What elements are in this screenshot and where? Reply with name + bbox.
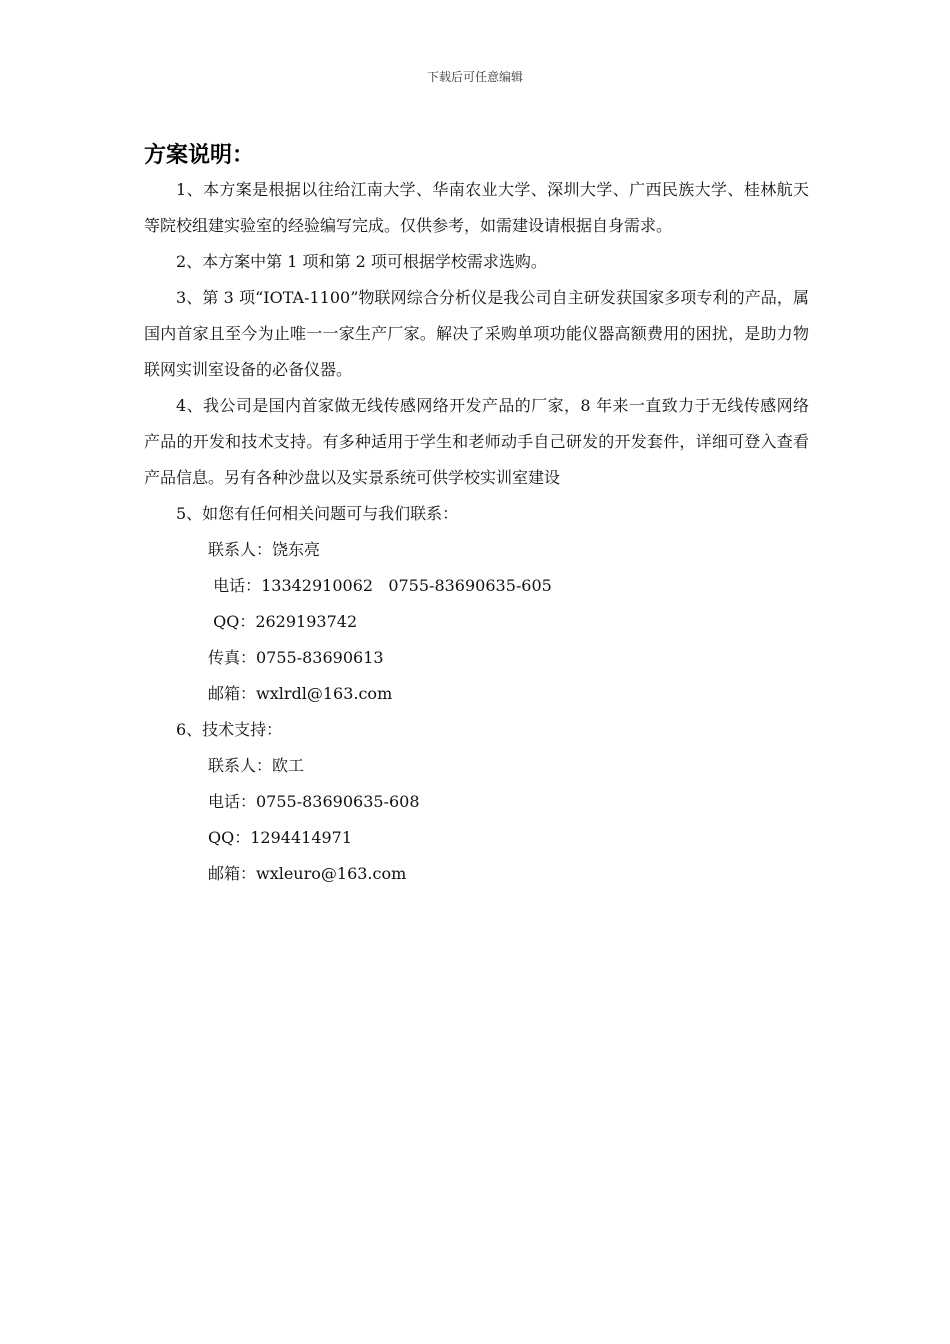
tech-contact-block [144,748,809,892]
document-body [144,172,809,892]
paragraph-6: 6、技术支持： [176,720,283,739]
tech-contact-person: 联系人：欧工 [208,756,305,775]
paragraph-4: 4、我公司是国内首家做无线传感网络开发产品的厂家，8 年来一直致力于无线传感网络产品的开发和技术支持。有多种适用于学生和老师动手自己研发的开发套件，详细可登入查看产品信息。另有各种沙盘以及实景系统可供学校实训室建设 [144,396,809,487]
header-note: 下载后可任意编辑 [426,70,523,84]
tech-contact-email: 邮箱：wxleuro@163.com [208,864,407,883]
sales-contact-qq: QQ：2629193742 [208,612,358,631]
tech-contact-phone: 电话：0755-83690635-608 [208,792,420,811]
sales-contact-phone: 电话：13342910062 0755-83690635-605 [208,576,552,595]
paragraph-5: 5、如您有任何相关问题可与我们联系： [176,504,459,523]
sales-contact-block [144,532,809,712]
sales-contact-person: 联系人：饶东亮 [208,540,321,559]
tech-contact-qq: QQ：1294414971 [208,828,353,847]
sales-contact-fax: 传真：0755-83690613 [208,648,384,667]
paragraph-3: 3、第 3 项“IOTA-1100”物联网综合分析仪是我公司自主研发获国家多项专利的产品，属国内首家且至今为止唯一一家生产厂家。解决了采购单项功能仪器高额费用的困扰，是助力物联网实训室设备的必备仪器。 [144,288,809,379]
sales-contact-email: 邮箱：wxlrdl@163.com [208,684,393,703]
paragraph-1: 1、本方案是根据以往给江南大学、华南农业大学、深圳大学、广西民族大学、桂林航天等院校组建实验室的经验编写完成。仅供参考，如需建设请根据自身需求。 [144,180,809,235]
paragraph-2: 2、本方案中第 1 项和第 2 项可根据学校需求选购。 [176,252,547,271]
document-title: 方案说明： [144,143,255,168]
